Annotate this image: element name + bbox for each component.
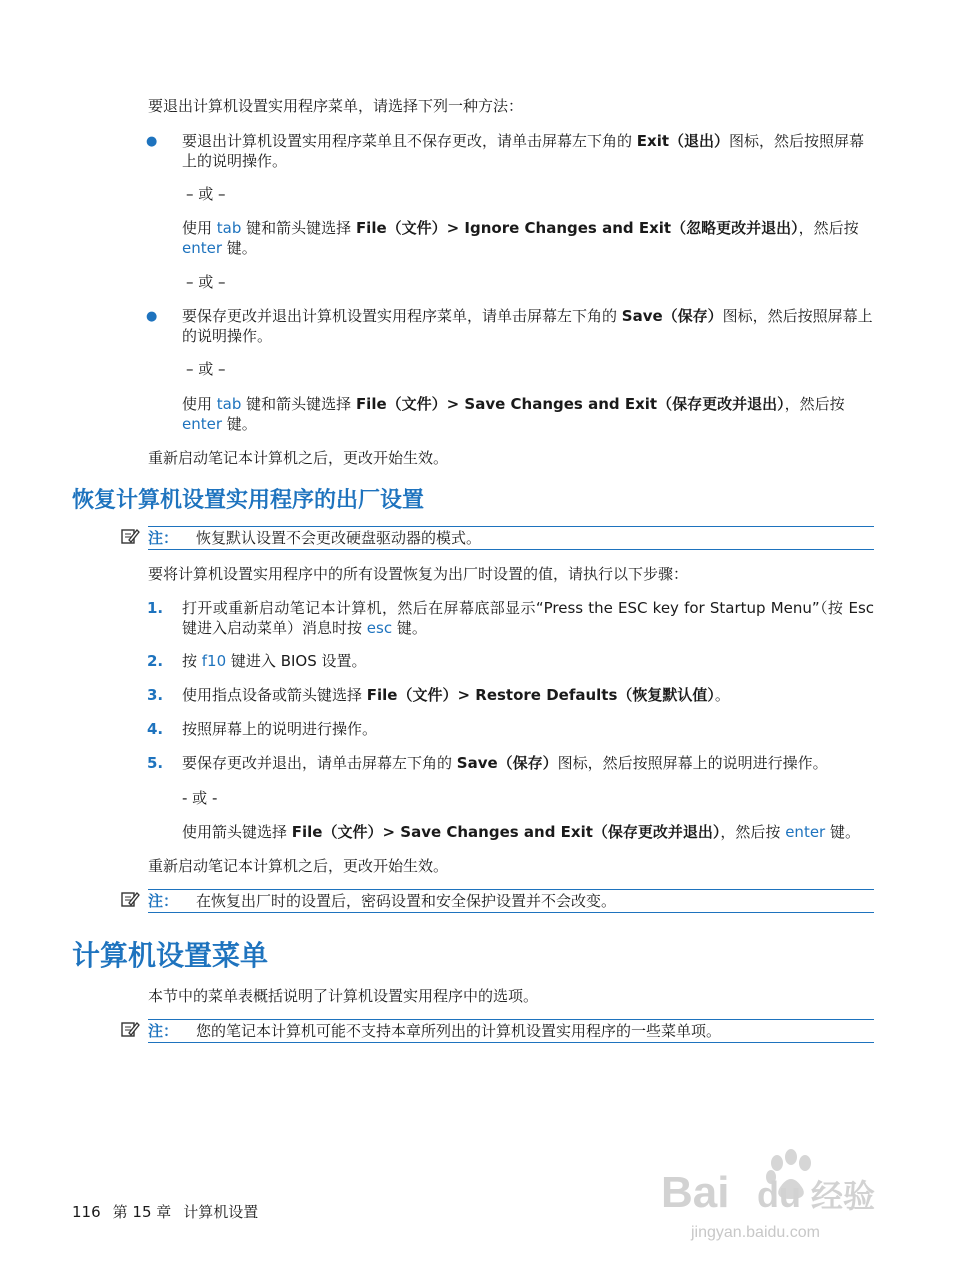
alt-save-changes: 使用 tab 键和箭头键选择 File（文件）> Save Changes and Exit（保存更改并退出），然后按 enter 键。 (182, 395, 845, 433)
note-icon (120, 1019, 140, 1039)
note-label: 注： (148, 892, 179, 910)
note-icon (120, 526, 140, 546)
note-label: 注： (148, 1022, 179, 1040)
note-icon (120, 889, 140, 909)
page-footer (72, 1202, 270, 1222)
baidu-jingyan-watermark (651, 1145, 901, 1245)
note-box (148, 526, 874, 550)
watermark-url: jingyan.baidu.com (691, 1224, 820, 1241)
chapter-title: 计算机设置 (183, 1203, 259, 1221)
step-2: 按 f10 键进入 BIOS 设置。 (182, 652, 367, 670)
watermark-cn: 经验 (811, 1177, 876, 1215)
restart-text: 重新启动笔记本计算机之后，更改开始生效。 (148, 449, 449, 467)
bullet-save-and-exit: 要保存更改并退出计算机设置实用程序菜单，请单击屏幕左下角的 Save（保存）图标，然后按照屏幕上的说明操作。 (182, 307, 873, 345)
restart-text-2: 重新启动笔记本计算机之后，更改开始生效。 (148, 857, 449, 875)
or-separator: – 或 – (186, 360, 226, 378)
step-number: 4. (147, 720, 164, 738)
bullet-dot: ● (146, 134, 158, 149)
note-box (148, 889, 874, 913)
alt-step-5: 使用箭头键选择 File（文件）> Save Changes and Exit（保存更改并退出），然后按 enter 键。 (182, 823, 860, 841)
watermark-brand2: du (757, 1174, 801, 1215)
note-label: 注： (148, 529, 179, 547)
watermark-brand: Bai (661, 1168, 730, 1217)
page-number: 116 (72, 1203, 101, 1221)
step-4: 按照屏幕上的说明进行操作。 (182, 720, 378, 738)
bullet-dot: ● (146, 309, 158, 324)
setup-menus-lead: 本节中的菜单表概括说明了计算机设置实用程序中的选项。 (148, 987, 539, 1005)
note-text: 您的笔记本计算机可能不支持本章所列出的计算机设置实用程序的一些菜单项。 (196, 1022, 722, 1040)
step-number: 1. (147, 599, 164, 617)
note-text: 恢复默认设置不会更改硬盘驱动器的模式。 (196, 529, 482, 547)
note-text: 在恢复出厂时的设置后，密码设置和安全保护设置并不会改变。 (196, 892, 617, 910)
step-number: 2. (147, 652, 164, 670)
bullet-exit-without-save: 要退出计算机设置实用程序菜单且不保存更改，请单击屏幕左下角的 Exit（退出）图标，然后按照屏幕上的说明操作。 (182, 132, 865, 170)
step-1: 打开或重新启动笔记本计算机，然后在屏幕底部显示“Press the ESC key for Startup Menu”（按 Esc 键进入启动菜单）消息时按 esc 键。 (182, 599, 874, 637)
or-separator-small: - 或 - (182, 789, 218, 807)
step-number: 5. (147, 754, 164, 772)
note-box (148, 1019, 874, 1043)
step-3: 使用指点设备或箭头键选择 File（文件）> Restore Defaults（恢复默认值）。 (182, 686, 730, 704)
section-title-restore-defaults: 恢复计算机设置实用程序的出厂设置 (72, 488, 425, 513)
restore-lead: 要将计算机设置实用程序中的所有设置恢复为出厂时设置的值，请执行以下步骤： (148, 565, 689, 583)
step-5: 要保存更改并退出，请单击屏幕左下角的 Save（保存）图标，然后按照屏幕上的说明进行操作。 (182, 754, 828, 772)
chapter-label: 第 15 章 (112, 1203, 172, 1221)
step-number: 3. (147, 686, 164, 704)
intro-text: 要退出计算机设置实用程序菜单，请选择下列一种方法： (148, 97, 524, 115)
or-separator: – 或 – (186, 185, 226, 203)
section-title-setup-menus: 计算机设置菜单 (72, 939, 269, 972)
alt-ignore-changes: 使用 tab 键和箭头键选择 File（文件）> Ignore Changes and Exit（忽略更改并退出），然后按 enter 键。 (182, 219, 859, 257)
or-separator: – 或 – (186, 273, 226, 291)
